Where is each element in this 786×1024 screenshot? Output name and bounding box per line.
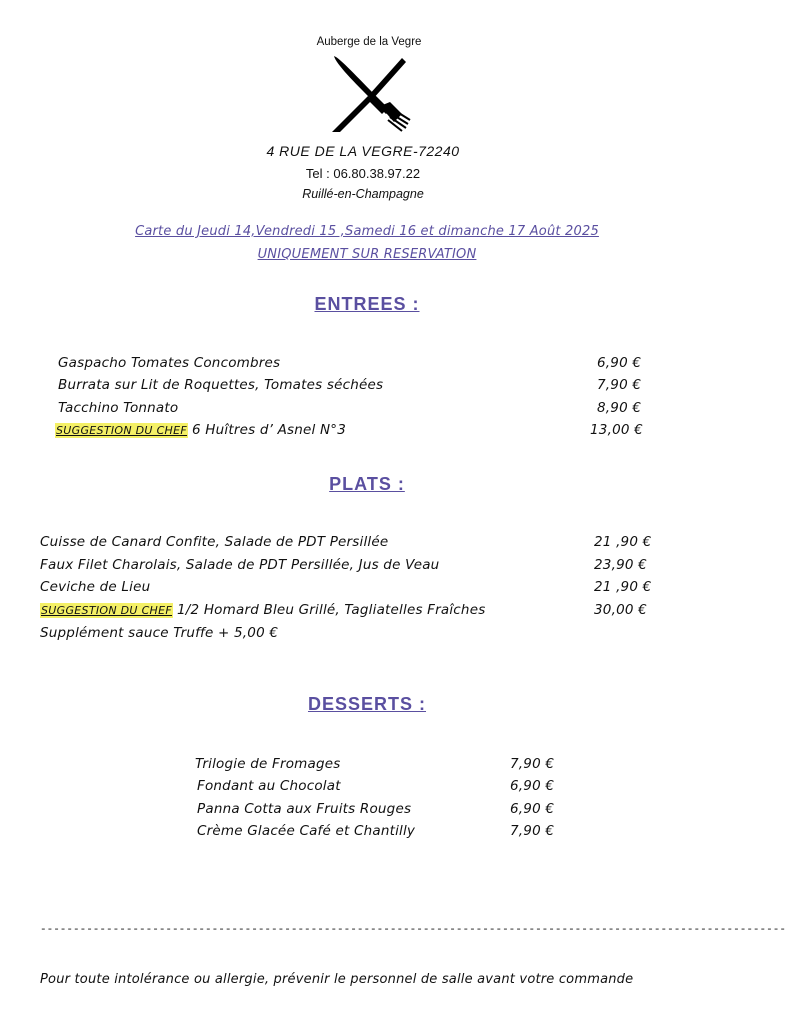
plat-price: 21 ,90 € [594,534,652,550]
plat-price: 30,00 € [594,602,647,618]
plat-price: 23,90 € [594,557,647,573]
reservation-notice: UNIQUEMENT SUR RESERVATION [257,247,477,262]
chef-suggestion-badge: SUGGESTION DU CHEF [41,604,173,617]
entree-price: 7,90 € [597,377,642,393]
entree-price: 8,90 € [597,400,642,416]
plats-title: PLATS : [329,474,405,494]
plat-name: Cuisse de Canard Confite, Salade de PDT Persillée [40,534,389,550]
town: Ruillé-en-Champagne [302,187,424,201]
plat-name: 1/2 Homard Bleu Grillé, Tagliatelles Fraîches [177,602,486,618]
plat-price: 21 ,90 € [594,579,652,595]
dessert-name: Fondant au Chocolat [197,778,341,794]
phone-number: Tel : 06.80.38.97.22 [305,166,421,181]
allergy-note: Pour toute intolérance ou allergie, prévenir le personnel de salle avant votre commande [40,972,634,987]
dessert-price: 7,90 € [510,756,555,772]
restaurant-name: Auberge de la Vegre [316,36,422,48]
entrees-title: ENTREES : [314,294,420,314]
plat-name: Ceviche de Lieu [40,579,151,595]
dessert-name: Crème Glacée Café et Chantilly [197,823,416,839]
desserts-title: DESSERTS : [307,694,427,714]
entree-name: Gaspacho Tomates Concombres [58,355,281,371]
dessert-name: Panna Cotta aux Fruits Rouges [197,801,412,817]
dessert-price: 6,90 € [510,778,555,794]
chef-suggestion-badge: SUGGESTION DU CHEF [56,424,188,437]
carte-dates: Carte du Jeudi 14,Vendredi 15 ,Samedi 16 et dimanche 17 Août 2025 [135,224,599,239]
plat-name: Faux Filet Charolais, Salade de PDT Persillée, Jus de Veau [40,557,440,573]
divider: ----------------------------------------------------------------------------------------------------------------- [40,924,786,936]
entree-name: Burrata sur Lit de Roquettes, Tomates séchées [58,377,384,393]
entree-price: 6,90 € [597,355,642,371]
dessert-name: Trilogie de Fromages [195,756,341,772]
dessert-price: 7,90 € [510,823,555,839]
entree-name: 6 Huîtres d’ Asnel N°3 [192,422,346,438]
plat-supplement: Supplément sauce Truffe + 5,00 € [40,625,279,641]
dessert-price: 6,90 € [510,801,555,817]
entree-name: Tacchino Tonnato [58,400,179,416]
address: 4 RUE DE LA VEGRE-72240 [266,143,460,159]
entree-price: 13,00 € [590,422,643,438]
knife-fork-icon [328,52,416,134]
